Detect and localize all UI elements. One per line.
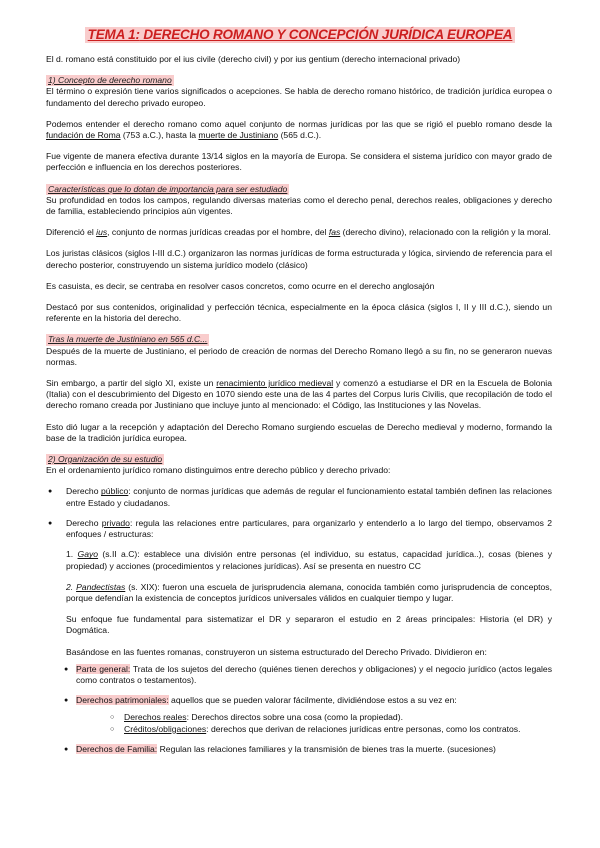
underlined-renacimiento: renacimiento jurídico medieval: [216, 378, 334, 389]
label-creditos: Créditos/obligaciones: [124, 723, 207, 734]
list-item-derecho-publico: [46, 486, 552, 508]
list-item-derechos-familia: [66, 744, 552, 755]
text-run: 1.: [66, 549, 78, 560]
underlined-muerte: muerte de Justiniano: [198, 130, 279, 141]
document-body: [46, 54, 552, 764]
text-run: 2.: [66, 581, 77, 592]
section-heading-concepto: 1) Concepto de derecho romano: [48, 75, 172, 86]
title-prefix: TEMA 1:: [87, 27, 140, 42]
gayo-paragraph: [66, 549, 552, 571]
caracteristicas-paragraph-4: Es casuista, es decir, se centraba en resolver casos concretos, como ocurre en el derecho anglosajón: [46, 280, 435, 291]
text-run: Diferenció el: [46, 227, 97, 238]
organizacion-intro: En el ordenamiento jurídico romano distinguimos entre derecho público y derecho privado:: [46, 465, 391, 476]
list-item-creditos: [110, 724, 552, 735]
page-title: [85, 27, 516, 43]
division-list: [46, 664, 552, 755]
text-run: (s.II a.C): establece una división entre personas (el individuo, su estatus, capacidad jurídica..), cosas (bienes y propiedad) y acciones (procedimientos y relaciones jurídicas). Así se presenta en nuestro CC: [66, 549, 552, 571]
label-derechos-patrimoniales: Derechos patrimoniales:: [76, 695, 169, 706]
text-run: (565 d.C.).: [278, 130, 322, 141]
label-derechos-reales: Derechos reales: [124, 712, 187, 723]
section-heading-caracteristicas: Características que lo dotan de importancia para ser estudiado: [48, 183, 288, 194]
derecho-list: [46, 486, 552, 540]
text-run: , conjunto de normas jurídicas creadas por el hombre, del: [107, 227, 329, 238]
term-fas: fas: [328, 227, 341, 238]
text-run: : derechos que derivan de relaciones jurídicas entre personas, como los contratos.: [206, 723, 521, 734]
text-run: : Derechos directos sobre una cosa (como la propiedad).: [186, 712, 403, 723]
list-item-derechos-patrimoniales: [66, 695, 552, 735]
caracteristicas-paragraph-2: [46, 227, 552, 238]
text-run: y comenzó a estudiarse el DR en la Escuela de Bolonia (Italia) con el descubrimiento del Digesto en 1070 siendo este una de las 4 partes del Corpus Iuris Civilis, que recopilación de todo el derecho romano creada por Justiniano que incluye junto al mencionado: el Código, las Instituciones y las Novelas.: [46, 378, 553, 411]
caracteristicas-paragraph-3: Los juristas clásicos (siglos I-III d.C.) organizaron las normas jurídicas de forma estructurada y lógica, sirviendo de referencia para el derecho posterior, construyendo un sistema jurídico modelo (clásico): [46, 248, 552, 270]
intro-paragraph: El d. romano está constituido por el ius civile (derecho civil) y por ius gentium (derecho internacional privado): [46, 54, 461, 64]
privado-subsection: [46, 549, 552, 657]
concepto-paragraph-1: El término o expresión tiene varios significados o acepciones. Se habla de derecho romano histórico, de tradición jurídica europea o fundamento del derecho privado europeo.: [46, 86, 552, 108]
underlined-publico: público: [101, 486, 129, 497]
text-run: Podemos entender el derecho romano como aquel conjunto de normas jurídicas por las que se rigió el pueblo romano desde la: [46, 118, 552, 129]
text-run: (753 a.C.), hasta la: [120, 130, 199, 141]
section-heading-justiniano: Tras la muerte de Justiniano en 565 d.C...: [48, 334, 208, 345]
section-heading-organizacion: 2) Organización de su estudio: [48, 454, 163, 465]
label-parte-general: Parte general:: [76, 663, 131, 674]
title-text: DERECHO ROMANO Y CONCEPCIÓN JURÍDICA EUROPEA: [139, 27, 513, 42]
term-pandectistas: Pandectistas: [76, 581, 126, 592]
label-derechos-familia: Derechos de Familia:: [76, 743, 158, 754]
underlined-privado: privado: [101, 517, 130, 528]
list-item-parte-general: [66, 664, 552, 686]
text-run: Derecho: [66, 517, 102, 528]
caracteristicas-paragraph-5: Destacó por sus contenidos, originalidad y perfección técnica, especialmente en la época clásica (siglos I, II y III d.C.), siendo un referente en la historia del derecho.: [46, 302, 552, 324]
text-run: : conjunto de normas jurídicas que además de regular el funcionamiento estatal también definen las relaciones entre Estado y ciudadanos.: [66, 486, 552, 508]
list-item-derecho-privado: [46, 518, 552, 540]
text-run: (s. XIX): fueron una escuela de jurisprudencia alemana, conocida también como jurisprudencia de conceptos, porque defendían la existencia de conceptos jurídicos universales válidos en cualquier tiempo y lugar.: [66, 581, 552, 603]
list-item-derechos-reales: [110, 712, 552, 723]
text-run: Derecho: [66, 486, 102, 497]
text-run: (derecho divino), relacionado con la religión y la moral.: [340, 227, 551, 238]
underlined-fundacion: fundación de Roma: [46, 130, 121, 141]
justiniano-paragraph-1: Después de la muerte de Justiniano, el periodo de creación de normas del Derecho Romano llegó a su fin, no se generaron nuevas normas.: [46, 345, 552, 367]
text-run: Sin embargo, a partir del siglo XI, existe un: [46, 378, 217, 389]
patrimoniales-sublist: [76, 712, 552, 734]
term-gayo: Gayo: [77, 549, 99, 560]
text-run: aquellos que se pueden valorar fácilmente, dividiéndose estos a su vez en:: [168, 695, 457, 706]
text-run: Trata de los sujetos del derecho (quiénes tienen derechos y obligaciones) y el negocio jurídico (actos legales como contratos o testamentos).: [76, 663, 552, 685]
text-run: : regula las relaciones entre particulares, para organizarlo y entenderlo a lo largo del tiempo, observamos 2 enfoques / estructuras:: [66, 517, 552, 540]
pandectistas-paragraph: [66, 582, 552, 604]
text-run: Regulan las relaciones familiares y la transmisión de bienes tras la muerte. (sucesiones): [157, 743, 496, 754]
justiniano-paragraph-3: Esto dió lugar a la recepción y adaptación del Derecho Romano surgiendo escuelas de Derecho medieval y moderno, formando la base de la tradición jurídica europea.: [46, 421, 552, 443]
term-ius: ius: [96, 227, 108, 238]
concepto-paragraph-2: [46, 119, 552, 141]
caracteristicas-paragraph-1: Su profundidad en todos los campos, regulando diversas materias como el derecho penal, derechos reales, obligaciones y derecho de familia, estableciendo principios aún vigentes.: [46, 194, 552, 217]
title-container: [0, 26, 600, 44]
basandose-paragraph: Basándose en las fuentes romanas, construyeron un sistema estructurado del Derecho Privado. Dividieron en:: [66, 646, 487, 657]
concepto-paragraph-3: Fue vigente de manera efectiva durante 13/14 siglos en la mayoría de Europa. Se considera el sistema jurídico con mayor grado de perfección e influencia en los derechos posteriores.: [46, 151, 552, 173]
justiniano-paragraph-2: [46, 378, 552, 412]
enfoque-paragraph: Su enfoque fue fundamental para sistematizar el DR y separaron el estudio en 2 áreas principales: Historia (el DR) y Dogmática.: [66, 614, 552, 636]
